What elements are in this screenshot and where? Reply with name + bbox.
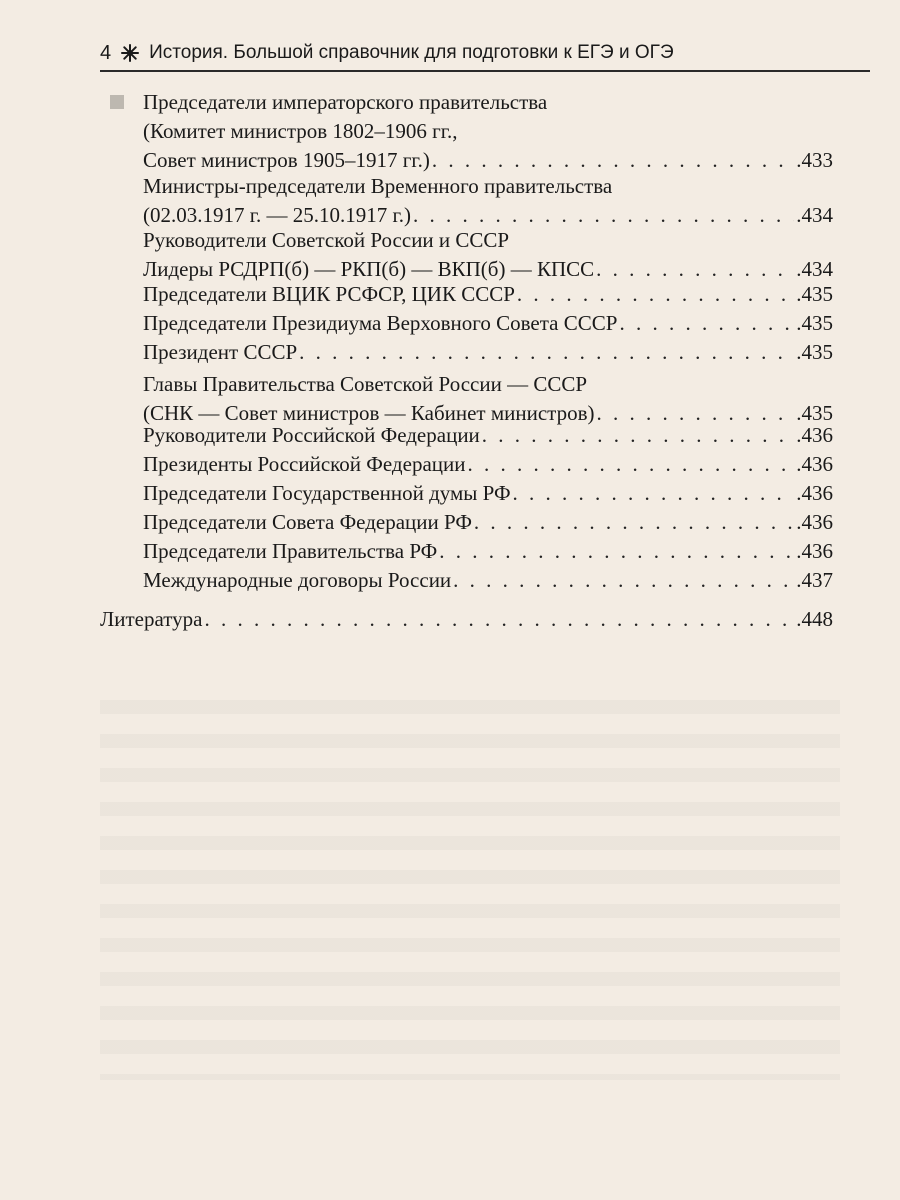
running-title: История. Большой справочник для подготовки к ЕГЭ и ОГЭ bbox=[149, 42, 674, 63]
toc-entry bbox=[143, 226, 833, 284]
toc-entry bbox=[143, 88, 833, 175]
toc-entry-title: Президент СССР bbox=[143, 340, 298, 364]
toc-entry-title: Председатели Президиума Верховного Совета СССР bbox=[143, 311, 618, 335]
toc-entry bbox=[143, 172, 833, 230]
dot-leader bbox=[619, 309, 794, 338]
toc-entry bbox=[143, 508, 833, 537]
dot-leader bbox=[517, 280, 794, 309]
toc-entry-line: Министры-председатели Временного правительства bbox=[143, 174, 613, 198]
toc-entry bbox=[143, 370, 833, 428]
toc-entry-title: Руководители Российской Федерации bbox=[143, 423, 480, 447]
dot-leader bbox=[467, 450, 794, 479]
toc-entry bbox=[143, 479, 833, 508]
toc-entry-title: (02.03.1917 г. — 25.10.1917 г.) bbox=[143, 203, 411, 227]
toc-page-number: .436 bbox=[796, 452, 833, 476]
toc-entry-title: Председатели Государственной думы РФ bbox=[143, 481, 511, 505]
toc-entry-title: Президенты Российской Федерации bbox=[143, 452, 466, 476]
toc-entry-title: Председатели Правительства РФ bbox=[143, 539, 438, 563]
toc-entry-title: Международные договоры России bbox=[143, 568, 452, 592]
dot-leader bbox=[299, 338, 794, 367]
dot-leader bbox=[204, 605, 794, 634]
toc-page-number: .436 bbox=[796, 510, 833, 534]
toc-entry-title: Совет министров 1905–1917 гг.) bbox=[143, 148, 430, 172]
toc-entry-title: (СНК — Совет министров — Кабинет министров) bbox=[143, 401, 595, 425]
toc-entry-line: Председатели императорского правительства bbox=[143, 90, 548, 114]
toc-page-number: .436 bbox=[796, 481, 833, 505]
toc-entry-line: Главы Правительства Советской России — СССР bbox=[143, 372, 588, 396]
toc-page-number: .448 bbox=[796, 607, 833, 631]
dot-leader bbox=[432, 146, 794, 175]
toc-page-number: .435 bbox=[796, 311, 833, 335]
toc-entry-title: Председатели Совета Федерации РФ bbox=[143, 510, 472, 534]
toc-entry bbox=[100, 605, 833, 634]
toc-page-number: .434 bbox=[796, 257, 833, 281]
dot-leader bbox=[453, 566, 794, 595]
dot-leader bbox=[513, 479, 795, 508]
toc-entry-line: (Комитет министров 1802–1906 гг., bbox=[143, 119, 458, 143]
toc-entry bbox=[143, 566, 833, 595]
toc-entry bbox=[143, 280, 833, 309]
toc-entry bbox=[143, 421, 833, 450]
page-number: 4 bbox=[100, 41, 112, 64]
toc-page-number: .436 bbox=[796, 539, 833, 563]
toc-entry-title: Литература bbox=[100, 607, 203, 631]
toc-page-number: .435 bbox=[796, 401, 833, 425]
toc-entry-line: Руководители Советской России и СССР bbox=[143, 228, 510, 252]
toc-page-number: .433 bbox=[796, 148, 833, 172]
dot-leader bbox=[482, 421, 794, 450]
dot-leader bbox=[439, 537, 794, 566]
toc-entry bbox=[143, 309, 833, 338]
toc-entry-title: Председатели ВЦИК РСФСР, ЦИК СССР bbox=[143, 282, 515, 306]
dot-leader bbox=[474, 508, 794, 537]
toc-page-number: .434 bbox=[796, 203, 833, 227]
toc-entry-title: Лидеры РСДРП(б) — РКП(б) — ВКП(б) — КПСС bbox=[143, 257, 595, 281]
toc-page-number: .437 bbox=[796, 568, 833, 592]
toc-entry bbox=[143, 338, 833, 367]
toc-page-number: .435 bbox=[796, 282, 833, 306]
toc-entry bbox=[143, 450, 833, 479]
toc-entry bbox=[143, 537, 833, 566]
toc-page-number: .435 bbox=[796, 340, 833, 364]
toc-page-number: .436 bbox=[796, 423, 833, 447]
